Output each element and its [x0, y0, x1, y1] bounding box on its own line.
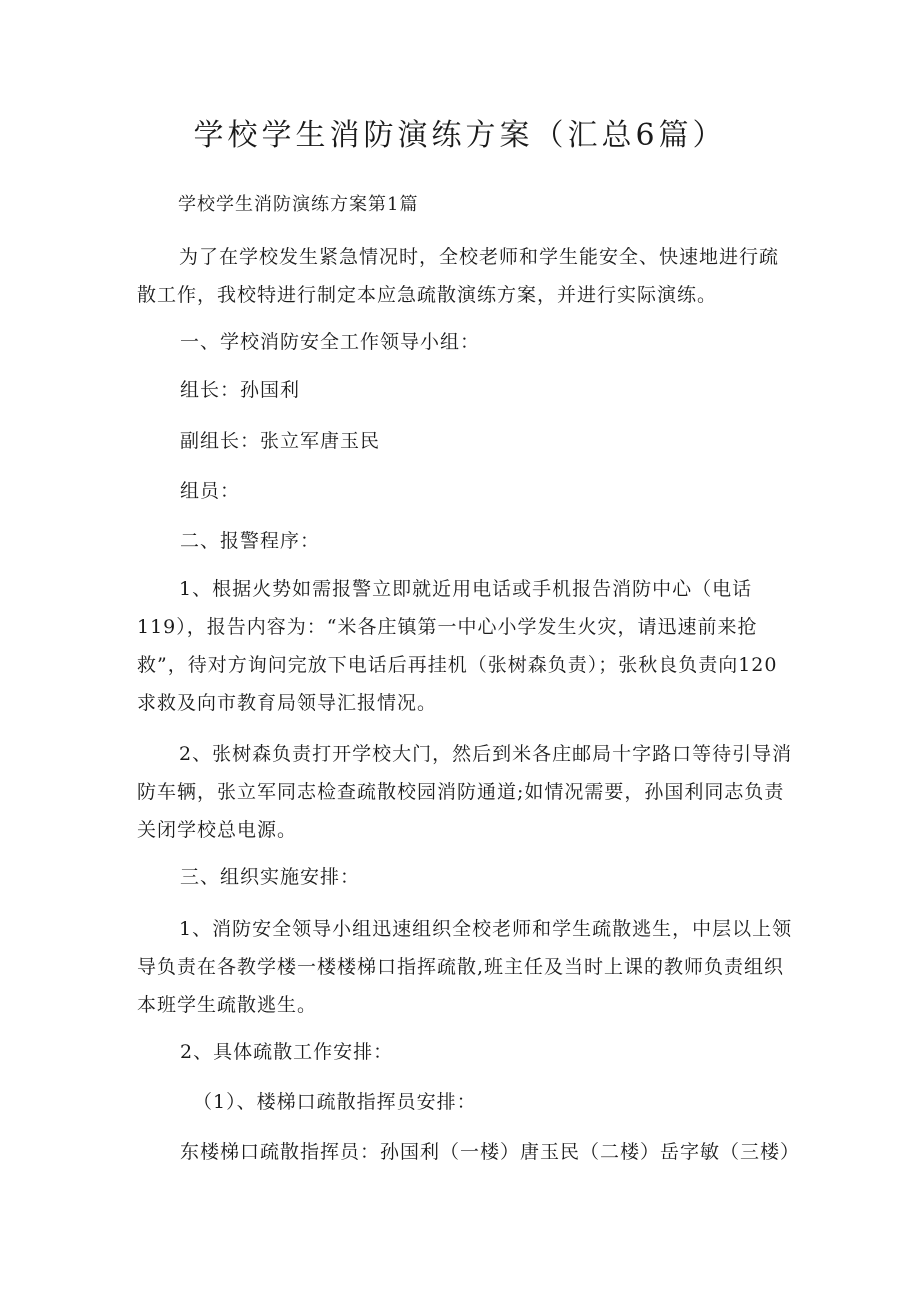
alarm-step-1: 1、根据火势如需报警立即就近用电话或手机报告消防中心（电话119），报告内容为：“米各庄镇第一中心小学发生火灾，请迅速前来抢救”，待对方询问完放下电话后再挂机（张树森负责）；张秋良负责向120求救及向市教育局领导汇报情况。	[137, 578, 778, 714]
section3-heading: 三、组织实施安排：	[180, 866, 361, 888]
section2-heading: 二、报警程序：	[180, 530, 321, 552]
document-title: 学校学生消防演练方案（汇总6篇）	[193, 118, 727, 153]
arrange-step-1: 1、消防安全领导小组迅速组织全校老师和学生疏散逃生，中层以上领导负责在各教学楼一楼楼梯口指挥疏散,班主任及当时上课的教师负责组织本班学生疏散逃生。	[137, 918, 793, 1016]
alarm-step-2: 2、张树森负责打开学校大门，然后到米各庄邮局十字路口等待引导消防车辆，张立军同志检查疏散校园消防通道;如情况需要，孙国利同志负责关闭学校总电源。	[137, 743, 793, 841]
east-stair-line: 东楼梯口疏散指挥员：孙国利（一楼）唐玉民（二楼）岳字敏（三楼）	[180, 1141, 801, 1163]
members-line: 组员：	[180, 480, 241, 502]
intro-paragraph: 为了在学校发生紧急情况时，全校老师和学生能安全、快速地进行疏散工作，我校特进行制定本应急疏散演练方案，并进行实际演练。	[137, 246, 780, 306]
arrange-step-2: 2、具体疏散工作安排：	[180, 1041, 394, 1063]
section-subtitle: 学校学生消防演练方案第1篇	[178, 194, 419, 215]
stair-heading: （1）、楼梯口疏散指挥员安排：	[193, 1091, 477, 1113]
deputy-leader-line: 副组长：张立军唐玉民	[180, 430, 381, 452]
section1-heading: 一、学校消防安全工作领导小组：	[180, 331, 481, 353]
leader-line: 组长：孙国利	[180, 379, 301, 401]
